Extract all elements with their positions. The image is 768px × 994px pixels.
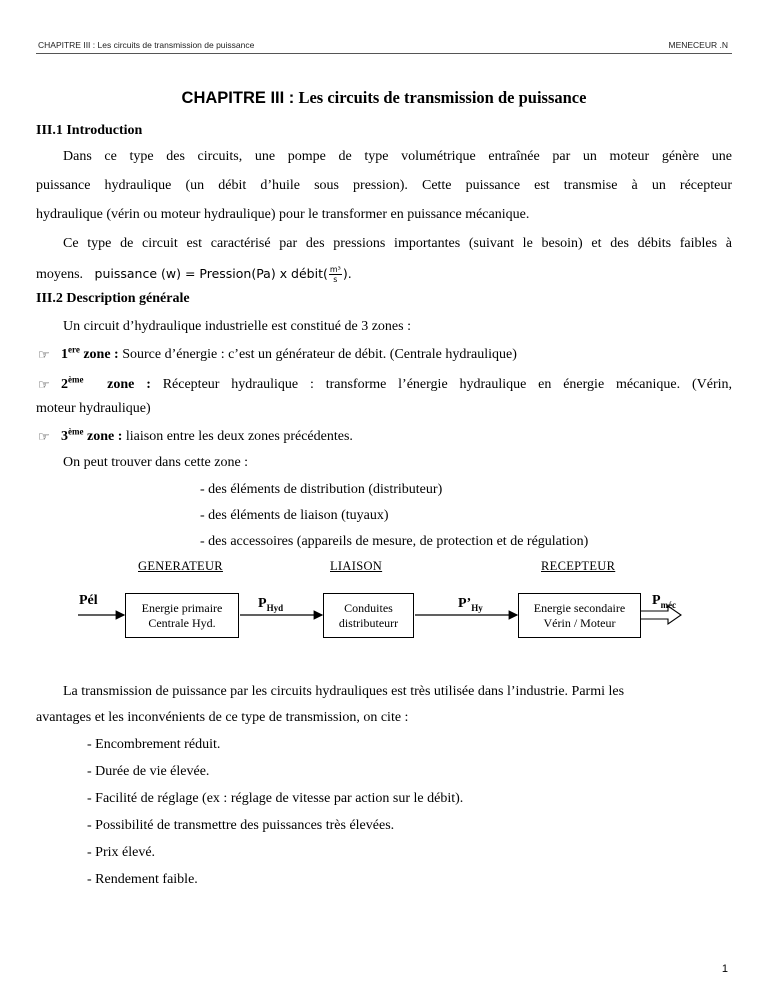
zone-3-label: zone : (83, 429, 123, 444)
formula-numerator: m³ (329, 265, 341, 274)
chapter-title-rest: Les circuits de transmission de puissance (294, 88, 587, 107)
description-intro: Un circuit d’hydraulique industrielle est constitué de 3 zones : (63, 319, 411, 334)
section-heading-introduction: III.1 Introduction (36, 123, 143, 138)
advantages-intro-line-2: avantages et les inconvénients de ce type de transmission, on cite : (36, 710, 409, 725)
advantage-item: - Durée de vie élevée. (87, 764, 210, 779)
generator-box-line-1: Energie primaire (141, 600, 223, 615)
zone-2-continuation: moteur hydraulique) (36, 401, 151, 416)
diagram-header-liaison: LIAISON (330, 559, 383, 573)
label-pmec-sub: méc (660, 599, 677, 610)
zone-1-sup: ere (68, 344, 80, 355)
liaison-box-line-1: Conduites (344, 600, 393, 615)
zone-2-number: 2 (61, 377, 68, 392)
running-header-right: MENECEUR .N (668, 40, 728, 50)
running-header-left: CHAPITRE III : Les circuits de transmission de puissance (38, 40, 255, 50)
label-phy (458, 596, 483, 613)
diagram-header-recepteur: RECEPTEUR (541, 559, 616, 573)
pointing-hand-icon: ☞ (38, 429, 50, 444)
pointing-hand-icon: ☞ (38, 377, 50, 392)
label-pmec (652, 593, 676, 610)
formula-denominator: s (333, 275, 338, 284)
label-phyd-sub: Hyd (266, 602, 284, 613)
intro-paragraph-line-2: puissance hydraulique (un débit d’huile sous pression). Cette puissance est transmise à un récepteur (36, 178, 732, 193)
page-number: 1 (721, 963, 728, 975)
label-pel: Pél (79, 593, 98, 608)
intro-paragraph-line-1: Dans ce type des circuits, une pompe de type volumétrique entraînée par un moteur génère une (63, 149, 732, 164)
label-phyd-main: P (258, 596, 267, 611)
pointing-hand-icon: ☞ (38, 347, 50, 362)
section-heading-description: III.2 Description générale (36, 291, 190, 306)
zone-3-text: liaison entre les deux zones précédentes. (122, 429, 353, 444)
zone-3-intro: On peut trouver dans cette zone : (63, 455, 249, 470)
formula-right: ). (342, 266, 352, 281)
zone-2-label: zone : (95, 377, 151, 392)
recepteur-box-line-1: Energie secondaire (533, 600, 626, 615)
advantage-item: - Rendement faible. (87, 872, 198, 887)
label-phy-sub: Hy (471, 602, 483, 613)
advantage-item: - Facilité de réglage (ex : réglage de vitesse par action sur le débit). (87, 791, 464, 806)
label-phy-main: P’ (458, 596, 472, 611)
zone-3-number: 3 (61, 429, 68, 444)
label-phyd (258, 596, 283, 613)
zone-3-list-item: - des accessoires (appareils de mesure, de protection et de régulation) (200, 534, 589, 549)
recepteur-box-line-2: Vérin / Moteur (543, 615, 616, 630)
intro-paragraph-line-3: hydraulique (vérin ou moteur hydraulique) pour le transformer en puissance mécanique. (36, 207, 530, 222)
advantage-item: - Possibilité de transmettre des puissances très élevées. (87, 818, 395, 833)
intro-paragraph2-line-1: Ce type de circuit est caractérisé par des pressions importantes (suivant le besoin) et des débits faibles à (63, 236, 732, 251)
zone-2-sup: ème (68, 374, 84, 385)
zone-3-list-item: - des éléments de distribution (distributeur) (200, 482, 443, 497)
zone-3-sup: ème (68, 426, 84, 437)
zone-1-text: Source d’énergie : c’est un générateur de débit. (Centrale hydraulique) (118, 347, 517, 362)
zone-2-text: Récepteur hydraulique : transforme l’énergie hydraulique en énergie mécanique. (Vérin, (150, 377, 732, 392)
label-pmec-main: P (652, 593, 661, 608)
diagram-header-generator: GENERATEUR (138, 559, 223, 573)
zone-1-label: zone : (79, 347, 119, 362)
chapter-title-prefix: CHAPITRE III : (181, 89, 295, 107)
advantage-item: - Prix élevé. (87, 845, 156, 860)
advantage-item: - Encombrement réduit. (87, 737, 221, 752)
formula-left: puissance (w) = Pression(Pa) x débit( (94, 266, 328, 281)
advantages-intro-line-1: La transmission de puissance par les circuits hydrauliques est très utilisée dans l’industrie. Parmi les (63, 684, 625, 699)
generator-box-line-2: Centrale Hyd. (148, 615, 216, 630)
liaison-box-line-2: distributeurr (338, 615, 399, 630)
zone-3-list-item: - des éléments de liaison (tuyaux) (200, 508, 389, 523)
zone-1-number: 1 (61, 347, 68, 362)
formula-line-start: moyens. (36, 267, 84, 282)
